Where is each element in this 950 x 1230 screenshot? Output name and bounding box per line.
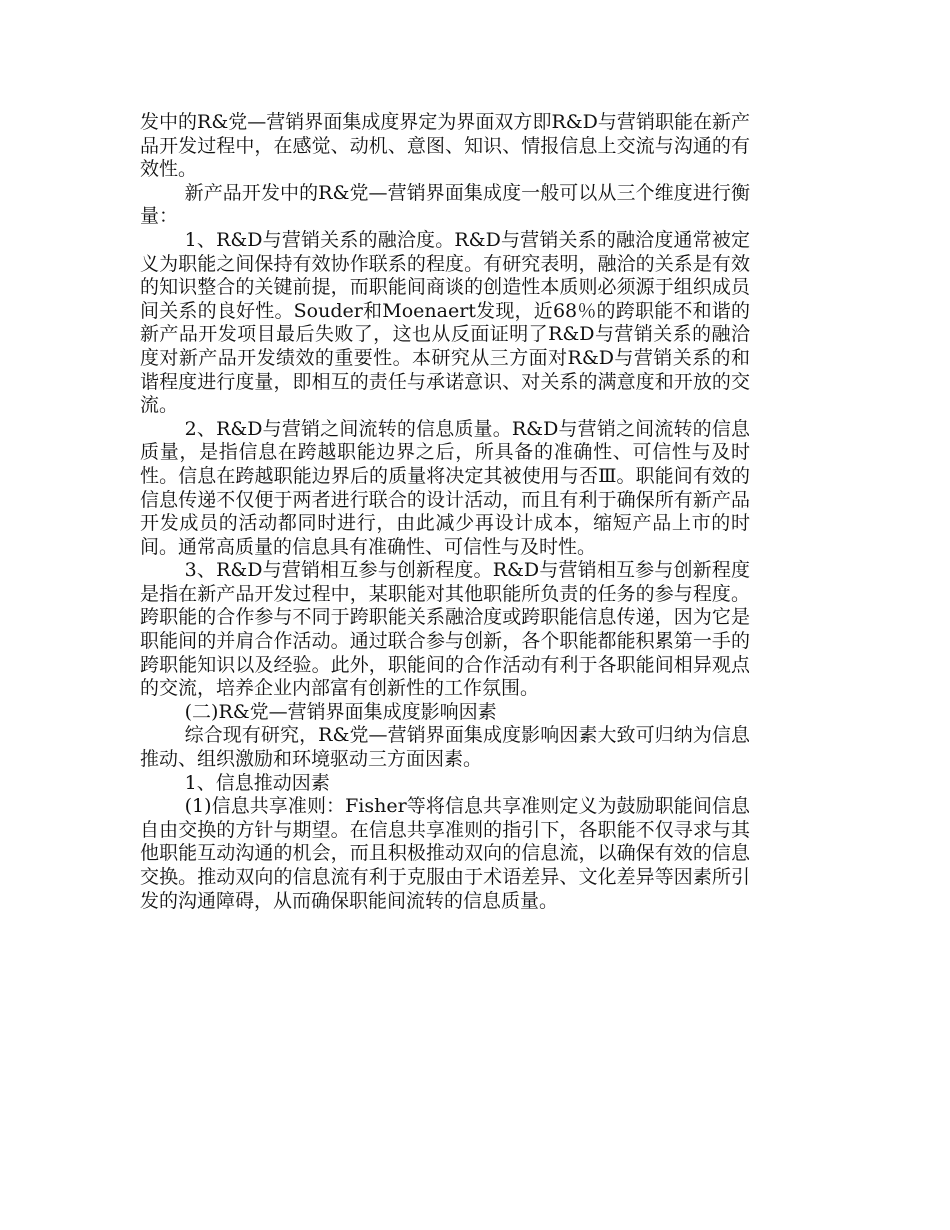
paragraph-definition: 发中的R&党—营销界面集成度界定为界面双方即R&D与营销职能在新产品开发过程中，在感觉、动机、意图、知识、情报信息上交流与沟通的有效性。	[140, 111, 750, 181]
paragraph-mutual-participation: 3、R&D与营销相互参与创新程度。R&D与营销相互参与创新程度是指在新产品开发过程中，某职能对其他职能所负责的任务的参与程度。跨职能的合作参与不同于跨职能关系融洽度或跨职能信息传递，因为它是职能间的并肩合作活动。通过联合参与创新，各个职能都能积累第一手的跨职能知识以及经验。此外，职能间的合作活动有利于各职能间相异观点的交流，培养企业内部富有创新性的工作氛围。	[140, 559, 750, 700]
paragraph-dimensions-intro: 新产品开发中的R&党—营销界面集成度一般可以从三个维度进行衡量：	[140, 181, 750, 228]
section-heading-influencing-factors: (二)R&党—营销界面集成度影响因素	[184, 700, 497, 723]
document-body	[140, 111, 750, 913]
paragraph-factors-summary: 综合现有研究，R&党—营销界面集成度影响因素大致可归纳为信息推动、组织激励和环境驱动三方面因素。	[140, 724, 750, 771]
paragraph-information-sharing-norms: (1)信息共享准则：Fisher等将信息共享准则定义为鼓励职能间信息自由交换的方针与期望。在信息共享准则的指引下，各职能不仅寻求与其他职能互动沟通的机会，而且积极推动双向的信息流，以确保有效的信息交换。推动双向的信息流有利于克服由于术语差异、文化差异等因素所引发的沟通障碍，从而确保职能间流转的信息质量。	[140, 795, 750, 912]
paragraph-relationship-harmony: 1、R&D与营销关系的融洽度。R&D与营销关系的融洽度通常被定义为职能之间保持有效协作联系的程度。有研究表明，融洽的关系是有效的知识整合的关键前提，而职能间商谈的创造性本质则必须源于组织成员间关系的良好性。Souder和Moenaert发现，近68％的跨职能不和谐的新产品开发项目最后失败了，这也从反面证明了R&D与营销关系的融洽度对新产品开发绩效的重要性。本研究从三方面对R&D与营销关系的和谐程度进行度量，即相互的责任与承诺意识、对关系的满意度和开放的交流。	[140, 228, 750, 417]
paragraph-information-quality: 2、R&D与营销之间流转的信息质量。R&D与营销之间流转的信息质量，是指信息在跨越职能边界之后，所具备的准确性、可信性与及时性。信息在跨越职能边界后的质量将决定其被使用与否Ⅲ。职能间有效的信息传递不仅便于两者进行联合的设计活动，而且有利于确保所有新产品开发成员的活动都同时进行，由此减少再设计成本，缩短产品上市的时间。通常高质量的信息具有准确性、可信性与及时性。	[140, 417, 750, 558]
subheading-information-push: 1、信息推动因素	[184, 771, 330, 794]
